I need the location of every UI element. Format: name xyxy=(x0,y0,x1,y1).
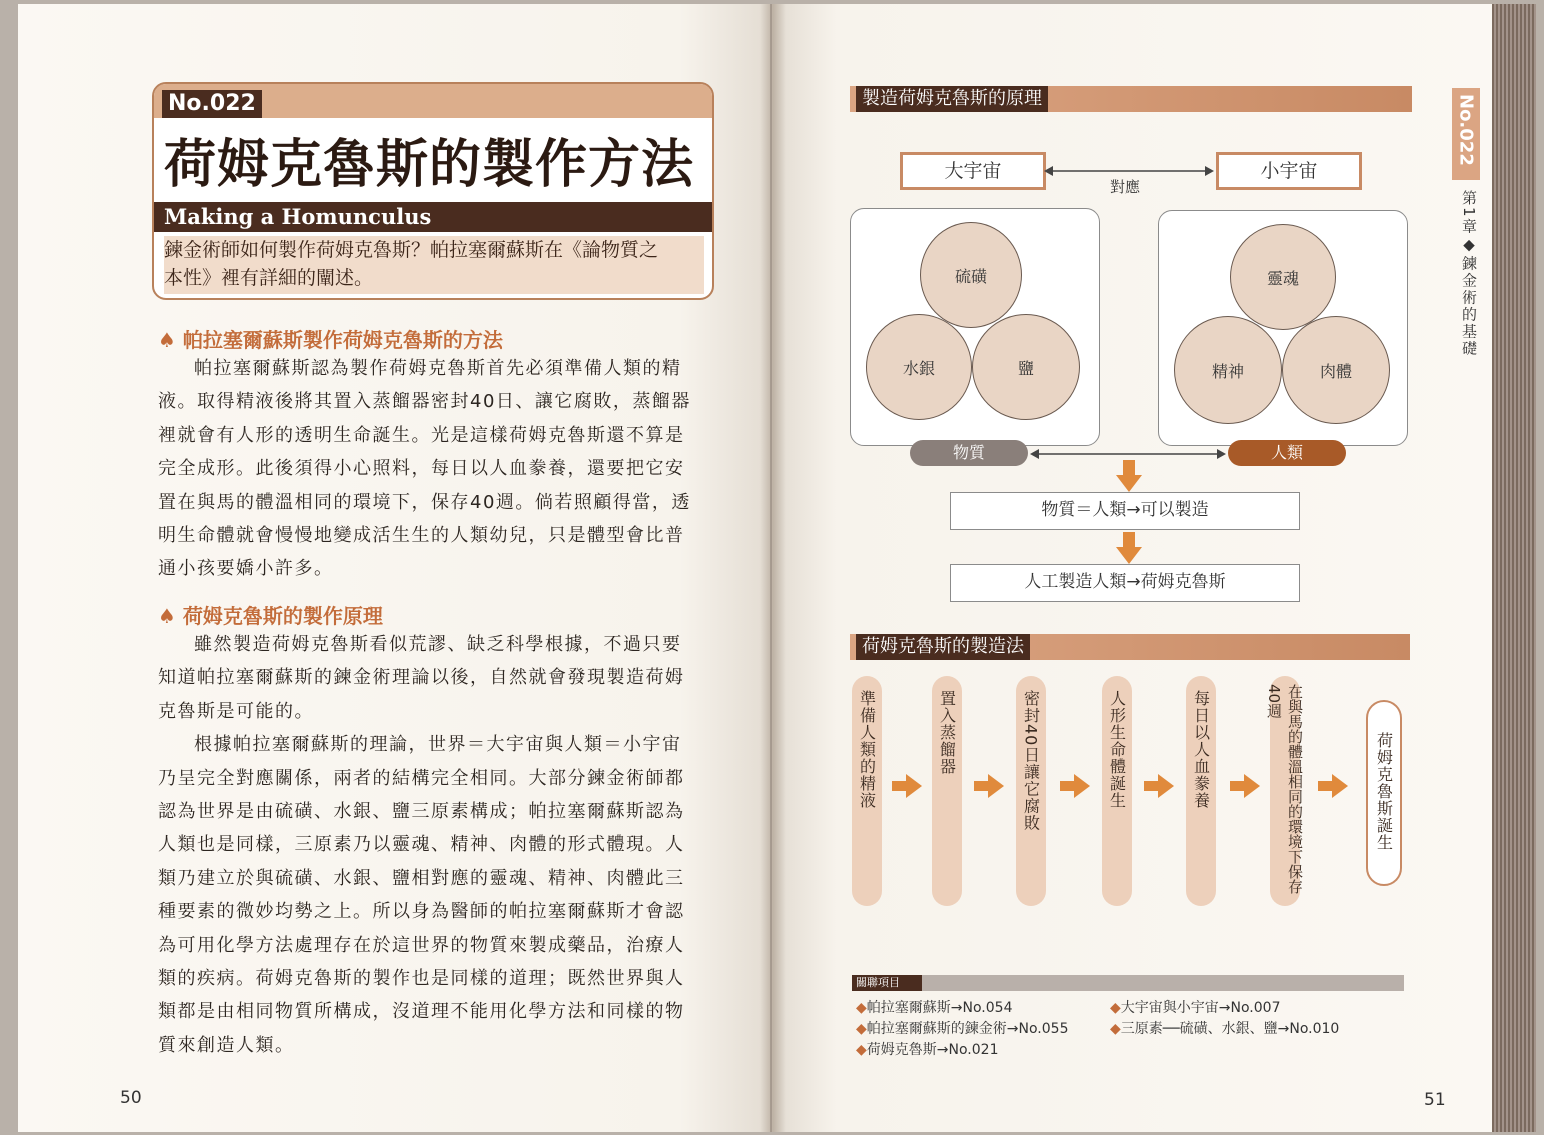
related-title: 關聯項目 xyxy=(856,976,900,989)
diagram1-title-bar xyxy=(850,86,1412,112)
section2-body xyxy=(158,628,718,1062)
text-line: 置在與馬的體溫相同的環境下，保存40週。倘若照顧得當，透 xyxy=(158,491,691,513)
text-line: 根據帕拉塞爾蘇斯的理論，世界＝大宇宙與人類＝小宇宙 xyxy=(194,734,682,756)
article-header xyxy=(152,82,714,300)
text-line: 帕拉塞爾蘇斯認為製作荷姆克魯斯首先必須準備人類的精 xyxy=(194,358,682,379)
salt-circle: 鹽 xyxy=(972,314,1080,420)
chapter-label: 第1章◆鍊金術的基礎 xyxy=(1460,190,1478,358)
intro-line: 鍊金術師如何製作荷姆克魯斯？帕拉塞爾蘇斯在《論物質之 xyxy=(164,239,659,261)
text-line: 質來創造人類。 xyxy=(158,1034,295,1056)
diamond-icon: ◆ xyxy=(856,1042,867,1058)
process-step: 準備人類的精液 xyxy=(852,676,882,906)
side-tab xyxy=(1452,88,1480,180)
related-link[interactable] xyxy=(856,1019,1068,1040)
text-line: 克魯斯是可能的。 xyxy=(158,700,314,722)
related-right-list xyxy=(1110,998,1339,1040)
text-line: 類的疾病。荷姆克魯斯的製作也是同樣的道理；既然世界與人 xyxy=(158,968,685,990)
related-label xyxy=(852,975,922,991)
related-link-text: 帕拉塞爾蘇斯→No.054 xyxy=(866,1000,1013,1016)
text-line: 雖然製造荷姆克魯斯看似荒謬、缺乏科學根據，不過只要 xyxy=(194,634,682,655)
process-step: 人形生命體誕生 xyxy=(1102,676,1132,906)
related-link[interactable] xyxy=(856,998,1068,1019)
related-link-text: 荷姆克魯斯→No.021 xyxy=(866,1042,999,1058)
text-line: 種要素的微妙均勢之上。所以身為醫師的帕拉塞爾蘇斯才會認 xyxy=(158,901,685,923)
down-arrow-icon xyxy=(1116,460,1142,492)
right-arrow-icon xyxy=(1230,774,1260,798)
diagram1-title: 製造荷姆克魯斯的原理 xyxy=(856,86,1048,112)
text-line: 人類也是同樣，三原素乃以靈魂、精神、肉體的形式體現。人 xyxy=(158,834,685,856)
article-number-tag: No.022 xyxy=(162,90,262,118)
related-left-list xyxy=(856,998,1068,1061)
conclusion-box-2: 人工製造人類→荷姆克魯斯 xyxy=(950,564,1300,602)
page-number: 51 xyxy=(1424,1090,1446,1110)
text-line: 為可用化學方法處理存在於這世界的物質來製成藥品，治療人 xyxy=(158,934,685,956)
soul-circle: 靈魂 xyxy=(1230,224,1336,330)
text-line: 類都是由相同物質所構成，沒道理不能用化學方法和同樣的物 xyxy=(158,1001,685,1023)
right-arrow-icon xyxy=(892,774,922,798)
text-line: 乃呈完全對應關係，兩者的結構完全相同。大部分鍊金術師都 xyxy=(158,767,685,789)
intro-summary xyxy=(164,236,704,294)
page-title: 荷姆克魯斯的製作方法 xyxy=(164,135,695,195)
related-link[interactable] xyxy=(1110,1019,1339,1040)
process-step: 密封40日讓它腐敗 xyxy=(1016,676,1046,906)
human-label: 人類 xyxy=(1228,440,1346,466)
macrocosm-box: 大宇宙 xyxy=(900,152,1046,190)
down-arrow-icon xyxy=(1116,532,1142,564)
related-link[interactable] xyxy=(856,1040,1068,1061)
english-title: Making a Homunculus xyxy=(164,204,432,229)
related-link-text: 三原素──硫磺、水銀、鹽→No.010 xyxy=(1120,1021,1340,1037)
matter-human-arrow xyxy=(1030,447,1226,461)
spirit-circle: 精神 xyxy=(1174,316,1282,424)
page-edges xyxy=(1492,4,1536,1132)
matter-label: 物質 xyxy=(910,440,1028,466)
related-link[interactable] xyxy=(1110,998,1339,1019)
related-bar xyxy=(852,975,1404,991)
text-line: 類乃建立於與硫磺、水銀、鹽相對應的靈魂、精神、肉體此三 xyxy=(158,867,685,889)
diagram2-title: 荷姆克魯斯的製造法 xyxy=(856,634,1030,660)
sulfur-circle: 硫磺 xyxy=(920,222,1022,328)
microcosm-box: 小宇宙 xyxy=(1216,152,1362,190)
diagram2-title-bar xyxy=(850,634,1410,660)
process-step: 每日以人血豢養 xyxy=(1186,676,1216,906)
diamond-icon: ◆ xyxy=(1110,1000,1121,1016)
right-arrow-icon xyxy=(974,774,1004,798)
intro-line: 本性》裡有詳細的闡述。 xyxy=(164,267,374,289)
section-heading: ♠ 帕拉塞爾蘇斯製作荷姆克魯斯的方法 xyxy=(158,328,503,352)
process-step: 在與馬的體溫相同的環境下保存40週 xyxy=(1270,676,1300,906)
text-line: 通小孩要嬌小許多。 xyxy=(158,558,334,580)
process-step: 置入蒸餾器 xyxy=(932,676,962,906)
book-gutter xyxy=(760,4,786,1132)
text-line: 裡就會有人形的透明生命誕生。光是這樣荷姆克魯斯還不算是 xyxy=(158,424,685,446)
diamond-icon: ◆ xyxy=(1110,1021,1121,1037)
text-line: 知道帕拉塞爾蘇斯的鍊金術理論以後，自然就會發現製造荷姆 xyxy=(158,667,685,689)
diamond-icon: ◆ xyxy=(856,1000,867,1016)
text-line: 液。取得精液後將其置入蒸餾器密封40日、讓它腐敗，蒸餾器 xyxy=(158,391,691,413)
diamond-icon: ◆ xyxy=(856,1021,867,1037)
conclusion-box-1: 物質＝人類→可以製造 xyxy=(950,492,1300,530)
related-link-text: 帕拉塞爾蘇斯的鍊金術→No.055 xyxy=(866,1021,1069,1037)
text-line: 完全成形。此後須得小心照料，每日以人血豢養，還要把它安 xyxy=(158,458,685,480)
related-link-text: 大宇宙與小宇宙→No.007 xyxy=(1120,1000,1281,1016)
text-line: 認為世界是由硫磺、水銀、鹽三原素構成；帕拉塞爾蘇斯認為 xyxy=(158,801,685,823)
mercury-circle: 水銀 xyxy=(866,314,972,420)
final-step: 荷姆克魯斯誕生 xyxy=(1366,700,1402,886)
section1-body xyxy=(158,352,718,586)
right-arrow-icon xyxy=(1144,774,1174,798)
page-number: 50 xyxy=(120,1088,142,1108)
side-tab-number: No.022 xyxy=(1455,94,1477,166)
section-heading: ♠ 荷姆克魯斯的製作原理 xyxy=(158,604,383,628)
right-arrow-icon xyxy=(1060,774,1090,798)
right-arrow-icon xyxy=(1318,774,1348,798)
text-line: 明生命體就會慢慢地變成活生生的人類幼兒，只是體型會比普 xyxy=(158,525,685,547)
body-circle: 肉體 xyxy=(1282,316,1390,424)
correspond-label: 對應 xyxy=(1110,178,1141,196)
